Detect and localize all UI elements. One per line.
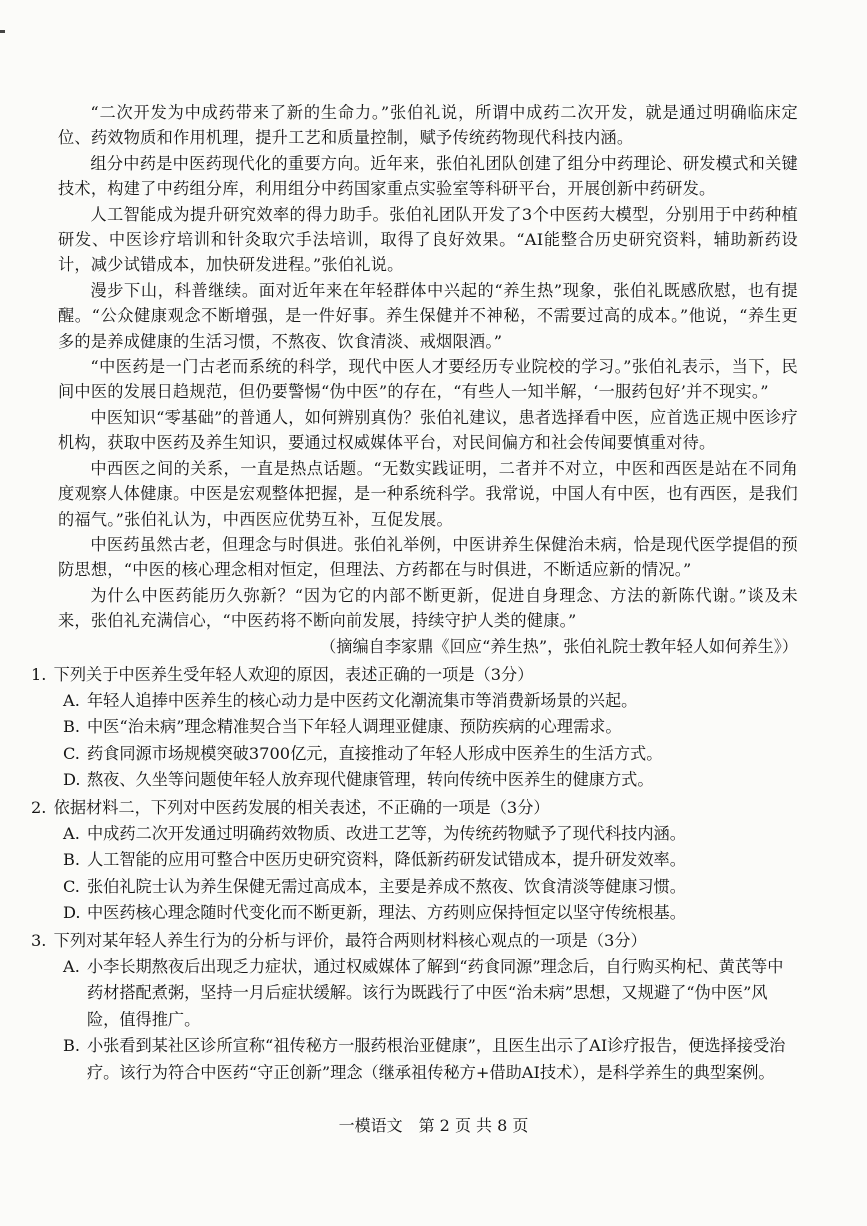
- passage-paragraph: 人工智能成为提升研究效率的得力助手。张伯礼团队开发了3个中医药大模型，分别用于中药种植研发、中医诊疗培训和针灸取穴手法培训，取得了良好效果。“AI能整合历史研究资料，辅助新药设计，减少试错成本，加快研发进程。”张伯礼说。: [58, 204, 798, 275]
- passage-paragraph: “中医药是一门古老而系统的科学，现代中医人才要经历专业院校的学习。”张伯礼表示，当下，民间中医的发展日趋规范，但仍要警惕“伪中医”的存在，“有些人一知半解，‘一服药包好’并不现实。”: [58, 357, 798, 402]
- option-letter: D.: [63, 903, 81, 923]
- passage-paragraph: 组分中药是中医药现代化的重要方向。近年来，张伯礼团队创建了组分中药理论、研发模式和关键技术，构建了中药组分库，利用组分中药国家重点实验室等科研平台，开展创新中药研发。: [58, 153, 798, 199]
- option-text: 年轻人追捧中医养生的核心动力是中医药文化潮流集市等消费新场景的兴起。: [87, 690, 638, 710]
- option-d: [63, 767, 798, 794]
- passage-paragraph: 为什么中医药能历久弥新？“因为它的内部不断更新，促进自身理念、方法的新陈代谢。”谈及未来，张伯礼充满信心，“中医药将不断向前发展，持续守护人类的健康。”: [58, 585, 798, 631]
- option-b: [63, 1033, 798, 1086]
- option-letter: C.: [63, 876, 80, 896]
- question-stem: [31, 661, 798, 688]
- question-number: 1.: [31, 664, 47, 684]
- question-1: [31, 661, 798, 794]
- question-2: [31, 794, 798, 927]
- option-c: [63, 741, 798, 768]
- option-a: [63, 688, 798, 715]
- option-text: 中医药核心理念随时代变化而不断更新，理法、方药则应保持恒定以坚守传统根基。: [87, 903, 686, 923]
- option-text: 药食同源市场规模突破3700亿元，直接推动了年轻人形成中医养生的生活方式。: [87, 743, 663, 763]
- option-letter: C.: [63, 743, 80, 763]
- question-list: [31, 661, 798, 1087]
- passage-paragraph: 中医药虽然古老，但理念与时俱进。张伯礼举例，中医讲养生保健治未病，恰是现代医学提倡的预防思想，“中医的核心理念相对恒定，但理法、方药都在与时俱进，不断适应新的情况。”: [58, 534, 798, 580]
- option-text: 小李长期熬夜后出现乏力症状，通过权威媒体了解到“药食同源”理念后，自行购买枸杞、黄芪等中药材搭配煮粥，坚持一月后症状缓解。该行为既践行了中医“治未病”思想，又规避了“伪中医”风险，值得推广。: [87, 956, 784, 1029]
- option-letter: A.: [63, 690, 80, 710]
- scan-edge-mark: [0, 30, 5, 33]
- page-footer: 一模语文 第 2 页 共 8 页: [338, 1116, 529, 1135]
- option-letter: A.: [63, 956, 80, 976]
- passage-paragraph: 漫步下山，科普继续。面对近年来在年轻群体中兴起的“养生热”现象，张伯礼既感欣慰，也有提醒。“公众健康观念不断增强，是一件好事。养生保健并不神秘，不需要过高的成本。”他说，“养生更多的是养成健康的生活习惯，不熬夜、饮食清淡、戒烟限酒。”: [58, 280, 798, 351]
- option-text: 小张看到某社区诊所宣称“祖传秘方一服药根治亚健康”，且医生出示了AI诊疗报告，便选择接受治疗。该行为符合中医药“守正创新”理念（继承祖传秘方+借助AI技术），是科学养生的典型案例。: [87, 1036, 786, 1082]
- question-3: [31, 927, 798, 1087]
- option-text: 中成药二次开发通过明确药效物质、改进工艺等，为传统药物赋予了现代科技内涵。: [87, 823, 686, 843]
- question-text: 下列关于中医养生受年轻人欢迎的原因，表述正确的一项是（3分）: [53, 664, 534, 684]
- option-c: [63, 874, 798, 901]
- option-b: [63, 847, 798, 874]
- question-stem: [31, 927, 798, 954]
- option-text: 熬夜、久坐等问题使年轻人放弃现代健康管理，转向传统中医养生的健康方式。: [87, 770, 654, 790]
- question-number: 3.: [31, 930, 47, 950]
- reading-passage: [31, 100, 798, 1086]
- option-a: [63, 954, 798, 1034]
- option-letter: D.: [63, 770, 81, 790]
- passage-paragraph: 中西医之间的关系，一直是热点话题。“无数实践证明，二者并不对立，中医和西医是站在不同角度观察人体健康。中医是宏观整体把握，是一种系统科学。我常说，中国人有中医，也有西医，是我们的福气。”张伯礼认为，中西医应优势互补，互促发展。: [58, 458, 798, 529]
- question-text: 下列对某年轻人养生行为的分析与评价，最符合两则材料核心观点的一项是（3分）: [53, 930, 647, 950]
- option-letter: B.: [63, 850, 81, 870]
- passage-paragraph: “二次开发为中成药带来了新的生命力。”张伯礼说，所谓中成药二次开发，就是通过明确临床定位、药效物质和作用机理，提升工艺和质量控制，赋予传统药物现代科技内涵。: [58, 103, 798, 148]
- option-text: 张伯礼院士认为养生保健无需过高成本，主要是养成不熬夜、饮食清淡等健康习惯。: [87, 876, 686, 896]
- question-text: 依据材料二，下列对中医药发展的相关表述，不正确的一项是（3分）: [53, 797, 550, 817]
- passage-paragraph: 中医知识“零基础”的普通人，如何辨别真伪？张伯礼建议，患者选择看中医，应首选正规中医诊疗机构，获取中医药及养生知识，要通过权威媒体平台，对民间偏方和社会传闻要慎重对待。: [58, 407, 798, 453]
- question-stem: [31, 794, 798, 821]
- option-text: 中医“治未病”理念精准契合当下年轻人调理亚健康、预防疾病的心理需求。: [87, 717, 622, 737]
- passage-source: （摘编自李家鼎《回应“养生热”，张伯礼院士教年轻人如何养生》）: [320, 636, 798, 656]
- option-letter: B.: [63, 717, 81, 737]
- question-number: 2.: [31, 797, 47, 817]
- option-letter: A.: [63, 823, 80, 843]
- option-letter: B.: [63, 1036, 81, 1056]
- option-d: [63, 900, 798, 927]
- option-b: [63, 714, 798, 741]
- option-text: 人工智能的应用可整合中医历史研究资料，降低新药研发试错成本，提升研发效率。: [87, 850, 686, 870]
- option-a: [63, 821, 798, 848]
